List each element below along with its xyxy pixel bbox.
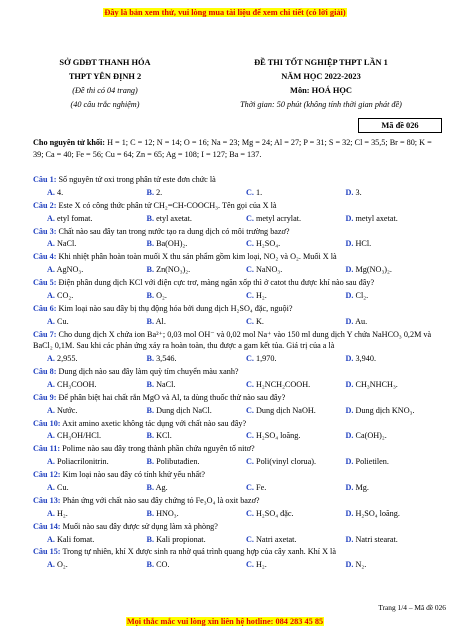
question-label: Câu 14:	[33, 521, 61, 531]
question	[33, 546, 445, 558]
school-name: THPT YÊN ĐỊNH 2	[68, 72, 142, 81]
option-letter: B.	[146, 482, 155, 492]
question-count-note: (40 câu trắc nghiệm)	[70, 100, 140, 109]
option-text: Fe.	[256, 482, 267, 492]
answer-option	[346, 430, 446, 442]
question-text: Chất nào sau đây tan trong nước tạo ra dung dịch có môi trường bazơ?	[58, 226, 290, 236]
exam-info	[196, 56, 446, 112]
option-text: CH₃OH/HCl.	[57, 431, 102, 441]
option-text: Mg(NO₃)₂.	[355, 265, 392, 275]
option-letter: A.	[47, 316, 55, 326]
question	[33, 366, 445, 378]
option-text: Natri axetat.	[256, 534, 297, 544]
option-letter: C.	[246, 239, 254, 249]
option-letter: C.	[246, 508, 254, 518]
answer-option	[147, 353, 247, 365]
question	[33, 251, 445, 263]
answer-option	[147, 456, 247, 468]
question	[33, 226, 445, 238]
option-text: Zn(NO₃)₂.	[156, 265, 191, 275]
option-letter: D.	[345, 291, 354, 301]
question-label: Câu 13:	[33, 495, 61, 505]
answer-options	[47, 316, 445, 328]
answer-option	[346, 405, 446, 417]
option-letter: C.	[246, 213, 254, 223]
option-letter: C.	[246, 265, 254, 275]
option-text: Ba(OH)₂.	[156, 239, 188, 249]
question-text: Cho dung dịch X chứa ion Ba²⁺; 0,03 mol OH⁻ và 0,02 mol Na⁺ vào 150 ml dung dịch Y chứa NaHCO₃ 0,2M và BaCl₂ 0,1M. Sau khi các phản ứng xảy ra hoàn toàn, thu được a gam kết tủa. Giá trị của a là	[33, 329, 432, 351]
option-text: O₂.	[57, 560, 68, 570]
answer-option	[246, 508, 346, 520]
option-letter: A.	[47, 187, 55, 197]
option-text: H₂.	[57, 508, 68, 518]
option-letter: C.	[246, 316, 254, 326]
hotline-banner	[0, 617, 450, 627]
answer-option	[47, 353, 147, 365]
department-name: SỞ GDĐT THANH HÓA	[59, 58, 151, 67]
option-letter: B.	[146, 316, 155, 326]
question-label: Câu 12:	[33, 470, 61, 480]
answer-option	[246, 482, 346, 494]
option-letter: B.	[146, 239, 155, 249]
question-label: Câu 7:	[33, 329, 57, 339]
option-letter: B.	[146, 508, 155, 518]
option-text: 2.	[156, 187, 163, 197]
option-text: Polietilen.	[355, 457, 389, 467]
atomic-masses-label: Cho nguyên tử khối:	[33, 138, 106, 147]
option-text: NaCl.	[156, 379, 176, 389]
option-letter: D.	[345, 239, 354, 249]
answer-option	[147, 187, 247, 199]
option-text: Polibutađien.	[156, 457, 200, 467]
answer-option	[147, 264, 247, 276]
answer-options	[47, 405, 445, 417]
answer-option	[246, 316, 346, 328]
question-label: Câu 9:	[33, 392, 57, 402]
question	[33, 392, 445, 404]
answer-option	[47, 534, 147, 546]
page-count-note: (Đề thi có 04 trang)	[72, 86, 138, 95]
answer-option	[346, 534, 446, 546]
option-text: HCl.	[355, 239, 372, 249]
answer-option	[47, 379, 147, 391]
option-letter: A.	[47, 354, 55, 364]
question-list	[33, 174, 445, 572]
answer-option	[346, 379, 446, 391]
question-text: Điện phân dung dịch KCl với điện cực trơ, màng ngăn xốp thì ở catot thu được khí nào sau đây?	[58, 278, 375, 288]
answer-option	[47, 316, 147, 328]
question-text: Este X có công thức phân tử CH₂=CH-COOCH₃. Tên gọi của X là	[58, 200, 277, 210]
answer-option	[346, 213, 446, 225]
answer-option	[246, 213, 346, 225]
option-letter: D.	[345, 379, 354, 389]
option-letter: D.	[345, 187, 354, 197]
question-text: Axit amino axetic không tác dụng với chất nào sau đây?	[62, 418, 247, 428]
option-text: Mg.	[355, 482, 369, 492]
answer-options	[47, 456, 445, 468]
option-text: Natri stearat.	[355, 534, 398, 544]
answer-option	[246, 187, 346, 199]
answer-options	[47, 379, 445, 391]
answer-option	[346, 559, 446, 571]
option-text: metyl axetat.	[355, 213, 398, 223]
option-text: Cl₂.	[355, 291, 369, 301]
option-letter: D.	[345, 265, 354, 275]
answer-option	[246, 238, 346, 250]
answer-options	[47, 213, 445, 225]
question-text: Muối nào sau đây được sử dụng làm xà phòng?	[62, 521, 218, 531]
answer-option	[147, 482, 247, 494]
option-text: CH₃NHCH₃.	[355, 379, 398, 389]
question	[33, 303, 445, 315]
option-text: Cu.	[57, 316, 69, 326]
option-letter: D.	[345, 431, 354, 441]
option-text: H₂SO₄ loãng.	[256, 431, 301, 441]
question	[33, 277, 445, 289]
preview-banner	[0, 8, 450, 18]
answer-option	[147, 213, 247, 225]
option-letter: D.	[345, 354, 354, 364]
answer-options	[47, 290, 445, 302]
option-letter: B.	[146, 379, 155, 389]
atomic-masses	[33, 137, 443, 160]
option-text: 1.	[256, 187, 263, 197]
answer-options	[47, 534, 445, 546]
answer-option	[47, 456, 147, 468]
answer-option	[246, 264, 346, 276]
option-text: NaNO₃.	[256, 265, 283, 275]
question-text: Kim loại nào sau đây có tính khử yếu nhất?	[62, 470, 206, 480]
option-letter: D.	[345, 560, 354, 570]
answer-option	[47, 559, 147, 571]
option-letter: C.	[246, 457, 254, 467]
option-letter: B.	[146, 534, 155, 544]
answer-option	[346, 482, 446, 494]
option-text: metyl acrylat.	[256, 213, 302, 223]
option-text: 2,955.	[57, 354, 78, 364]
option-text: CH₃COOH.	[57, 379, 97, 389]
option-letter: C.	[246, 534, 254, 544]
answer-option	[147, 379, 247, 391]
option-text: Dung dịch NaOH.	[256, 405, 316, 415]
option-letter: C.	[246, 482, 254, 492]
question-label: Câu 11:	[33, 444, 61, 454]
option-text: Dung dịch NaCl.	[156, 405, 212, 415]
option-letter: A.	[47, 534, 55, 544]
question-text: Phản ứng với chất nào sau đây chứng tỏ Fe₃O₄ là oxit bazơ?	[62, 495, 260, 505]
option-letter: B.	[146, 265, 155, 275]
option-text: Al.	[155, 316, 166, 326]
answer-option	[147, 238, 247, 250]
time-limit: Thời gian: 50 phút (không tính thời gian phát đề)	[240, 100, 402, 109]
answer-option	[246, 405, 346, 417]
option-text: Poli(vinyl clorua).	[256, 457, 317, 467]
answer-option	[147, 534, 247, 546]
question-label: Câu 10:	[33, 418, 61, 428]
answer-option	[147, 508, 247, 520]
option-text: NaCl.	[57, 239, 77, 249]
answer-option	[147, 290, 247, 302]
answer-options	[47, 482, 445, 494]
page-footer: Trang 1/4 – Mã đề 026	[378, 603, 446, 612]
question-label: Câu 2:	[33, 200, 57, 210]
answer-option	[346, 456, 446, 468]
question-label: Câu 1:	[33, 175, 57, 184]
question-label: Câu 15:	[33, 547, 61, 557]
option-letter: A.	[47, 508, 55, 518]
answer-options	[47, 187, 445, 199]
option-text: HNO₃.	[156, 508, 179, 518]
option-letter: A.	[47, 560, 55, 570]
question	[33, 418, 445, 430]
option-letter: B.	[146, 213, 155, 223]
question	[33, 174, 445, 186]
option-text: Nước.	[57, 405, 78, 415]
answer-option	[346, 353, 446, 365]
option-letter: A.	[47, 213, 55, 223]
option-letter: A.	[47, 291, 55, 301]
answer-options	[47, 559, 445, 571]
answer-option	[246, 290, 346, 302]
answer-option	[47, 482, 147, 494]
question-label: Câu 3:	[33, 226, 57, 236]
option-letter: A.	[47, 379, 55, 389]
option-text: 3,546.	[156, 354, 177, 364]
option-text: Kali fomat.	[57, 534, 95, 544]
option-text: Cu.	[57, 482, 69, 492]
answer-option	[346, 264, 446, 276]
question-label: Câu 6:	[33, 303, 57, 313]
question	[33, 495, 445, 507]
option-letter: A.	[47, 431, 55, 441]
question	[33, 521, 445, 533]
answer-option	[147, 559, 247, 571]
answer-option	[246, 456, 346, 468]
answer-option	[246, 353, 346, 365]
exam-header	[0, 56, 450, 116]
option-letter: A.	[47, 265, 55, 275]
question-text: Số nguyên tử oxi trong phân tử este đơn chức là	[58, 175, 216, 184]
option-text: 3.	[355, 187, 362, 197]
answer-option	[346, 187, 446, 199]
option-letter: A.	[47, 405, 55, 415]
answer-option	[346, 290, 446, 302]
exam-title: ĐỀ THI TỐT NGHIỆP THPT LẦN 1	[254, 58, 388, 67]
question-text: Để phân biệt hai chất rắn MgO và Al, ta dùng thuốc thử nào sau đây?	[58, 392, 286, 402]
subject: Môn: HOÁ HỌC	[290, 86, 352, 95]
option-text: O₂.	[156, 291, 167, 301]
answer-options	[47, 238, 445, 250]
option-text: Ag.	[155, 482, 168, 492]
option-letter: C.	[246, 405, 254, 415]
question-label: Câu 8:	[33, 366, 57, 376]
option-letter: D.	[345, 508, 354, 518]
option-letter: D.	[345, 213, 354, 223]
question	[33, 329, 445, 352]
option-text: Ca(OH)₂.	[355, 431, 387, 441]
answer-option	[47, 508, 147, 520]
option-letter: C.	[246, 431, 254, 441]
option-text: H₂NCH₂COOH.	[256, 379, 311, 389]
option-letter: B.	[146, 405, 155, 415]
option-text: H₂SO₄ loãng.	[355, 508, 400, 518]
answer-option	[147, 316, 247, 328]
option-text: Kali propionat.	[156, 534, 206, 544]
question	[33, 200, 445, 212]
option-text: 4.	[57, 187, 64, 197]
option-letter: B.	[146, 431, 155, 441]
option-text: KCl.	[156, 431, 172, 441]
question	[33, 469, 445, 481]
question-text: Kim loại nào sau đây bị thụ động hóa bởi dung dịch H₂SO₄ đặc, nguội?	[58, 303, 293, 313]
option-letter: D.	[345, 405, 354, 415]
answer-option	[47, 213, 147, 225]
option-letter: B.	[146, 560, 155, 570]
answer-options	[47, 430, 445, 442]
answer-option	[47, 264, 147, 276]
option-text: H₂SO₄ đặc.	[256, 508, 294, 518]
school-info	[30, 56, 180, 112]
option-text: H₂SO₄.	[256, 239, 281, 249]
option-letter: D.	[345, 482, 354, 492]
question-text: Khi nhiệt phân hoàn toàn muối X thu sản phẩm gồm kim loại, NO₂ và O₂. Muối X là	[58, 252, 337, 262]
school-year: NĂM HỌC 2022-2023	[281, 72, 361, 81]
option-letter: C.	[246, 187, 254, 197]
option-text: Dung dịch KNO₃.	[355, 405, 415, 415]
option-letter: D.	[345, 316, 354, 326]
answer-option	[246, 559, 346, 571]
option-letter: C.	[246, 379, 254, 389]
question	[33, 443, 445, 455]
option-text: etyl fomat.	[57, 213, 93, 223]
option-text: N₂.	[355, 560, 367, 570]
answer-options	[47, 353, 445, 365]
option-letter: A.	[47, 457, 55, 467]
answer-option	[47, 405, 147, 417]
answer-option	[47, 290, 147, 302]
answer-option	[346, 316, 446, 328]
atomic-masses-values: H = 1; C = 12; N = 14; O = 16; Na = 23; Mg = 24; Al = 27; P = 31; S = 32; Cl = 35,5; Br = 80; K = 39; Ca = 40; Fe = 56; Cu = 64; Zn = 65; Ag = 108; I = 127; Ba = 137.	[33, 138, 432, 159]
answer-option	[147, 430, 247, 442]
question-label: Câu 4:	[33, 252, 57, 262]
option-text: etyl axetat.	[156, 213, 192, 223]
option-text: Poliacrilonitrin.	[57, 457, 109, 467]
option-letter: B.	[146, 187, 155, 197]
option-letter: A.	[47, 482, 55, 492]
option-letter: C.	[246, 560, 254, 570]
answer-option	[246, 534, 346, 546]
option-letter: C.	[246, 291, 254, 301]
option-text: 1,970.	[256, 354, 277, 364]
hotline-text: Mọi thắc mắc vui lòng xin liên hệ hotline: 084 283 45 85	[126, 617, 324, 626]
exam-code-box: Mã đề 026	[358, 118, 442, 133]
answer-option	[47, 187, 147, 199]
answer-option	[346, 238, 446, 250]
answer-options	[47, 508, 445, 520]
option-letter: D.	[345, 457, 354, 467]
option-letter: B.	[146, 354, 155, 364]
answer-option	[147, 405, 247, 417]
option-text: K.	[256, 316, 264, 326]
option-text: AgNO₃.	[56, 265, 84, 275]
question-text: Polime nào sau đây trong thành phần chứa nguyên tố nitơ?	[62, 444, 255, 454]
answer-options	[47, 264, 445, 276]
answer-option	[346, 508, 446, 520]
preview-banner-text: Đây là bản xem thử, vui lòng mua tài liệu để xem chi tiết (có lời giải)	[104, 8, 346, 17]
answer-option	[246, 430, 346, 442]
answer-option	[47, 430, 147, 442]
option-text: H₂.	[256, 291, 267, 301]
option-letter: B.	[146, 457, 155, 467]
option-text: CO.	[156, 560, 170, 570]
question-text: Trong tự nhiên, khí X được sinh ra nhờ quá trình quang hợp của cây xanh. Khí X là	[62, 547, 336, 557]
option-text: H₂.	[256, 560, 267, 570]
question-text: Dung dịch nào sau đây làm quỳ tím chuyển màu xanh?	[58, 366, 239, 376]
option-text: Au.	[355, 316, 368, 326]
option-text: 3,940.	[355, 354, 376, 364]
option-text: CO₂.	[57, 291, 74, 301]
option-letter: C.	[246, 354, 254, 364]
answer-option	[246, 379, 346, 391]
option-letter: B.	[146, 291, 155, 301]
question-label: Câu 5:	[33, 278, 57, 288]
option-letter: A.	[47, 239, 55, 249]
option-letter: D.	[345, 534, 354, 544]
answer-option	[47, 238, 147, 250]
